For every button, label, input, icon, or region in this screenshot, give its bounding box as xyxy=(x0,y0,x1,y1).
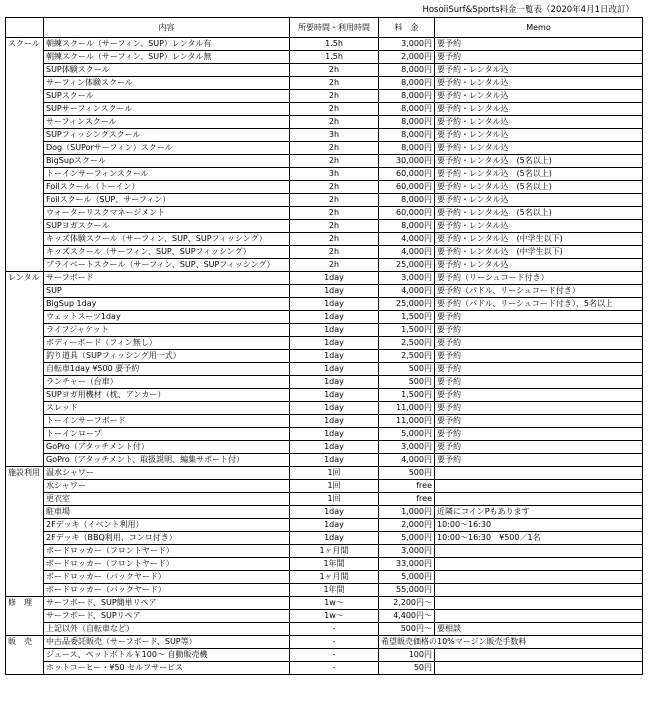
item-memo xyxy=(435,558,643,571)
table-row xyxy=(6,376,643,389)
item-name: 2Fデッキ（イベント利用） xyxy=(44,519,290,532)
item-name: サーフボード xyxy=(44,272,290,285)
item-name: キッズスクール（サーフィン、SUP、SUPフィッシング） xyxy=(44,246,290,259)
item-price: 3,000円 xyxy=(379,441,435,454)
item-price: 5,000円 xyxy=(379,428,435,441)
item-duration: 1day xyxy=(290,389,379,402)
item-price: 3,000円 xyxy=(379,272,435,285)
item-name: サーフィンスクール xyxy=(44,116,290,129)
item-price: 25,000円 xyxy=(379,298,435,311)
item-price: 8,000円 xyxy=(379,129,435,142)
item-name: ボードロッカー（フロントヤード） xyxy=(44,558,290,571)
item-name: SUPヨガスクール xyxy=(44,220,290,233)
item-memo: 要予約・レンタル込 (5名以上) xyxy=(435,168,643,181)
item-price: 4,000円 xyxy=(379,454,435,467)
table-row xyxy=(6,571,643,584)
item-memo: 要予約 xyxy=(435,454,643,467)
item-name: GoPro（アタッチメント付） xyxy=(44,441,290,454)
item-memo: 要予約 xyxy=(435,363,643,376)
item-name: ランチャー（台車） xyxy=(44,376,290,389)
item-memo: 要予約 xyxy=(435,350,643,363)
item-price: 33,000円 xyxy=(379,558,435,571)
item-duration: 1day xyxy=(290,311,379,324)
item-memo: 要予約・レンタル込 xyxy=(435,142,643,155)
item-price: 60,000円 xyxy=(379,168,435,181)
category-cell: レンタル xyxy=(6,272,44,467)
item-duration: - xyxy=(290,623,379,636)
table-row xyxy=(6,90,643,103)
item-name: サーフィン体験スクール xyxy=(44,77,290,90)
table-row xyxy=(6,363,643,376)
table-row xyxy=(6,519,643,532)
item-duration: 2h xyxy=(290,155,379,168)
item-name: SUPスクール xyxy=(44,90,290,103)
item-name: SUPフィッシングスクール xyxy=(44,129,290,142)
item-price: 3,000円 xyxy=(379,38,435,51)
item-memo: 要予約・レンタル込 xyxy=(435,90,643,103)
item-price: 8,000円 xyxy=(379,103,435,116)
table-row xyxy=(6,207,643,220)
table-body xyxy=(6,38,643,675)
item-duration: 2h xyxy=(290,194,379,207)
item-price: 55,000円 xyxy=(379,584,435,597)
item-name: スレッド xyxy=(44,402,290,415)
item-memo xyxy=(435,571,643,584)
item-price: 4,000円 xyxy=(379,233,435,246)
item-memo: 要予約・レンタル込 xyxy=(435,77,643,90)
item-duration: 1ヶ月間 xyxy=(290,571,379,584)
category-cell: スクール xyxy=(6,38,44,272)
item-duration: 2h xyxy=(290,103,379,116)
item-name: 2Fデッキ（BBQ利用、コンロ付き） xyxy=(44,532,290,545)
item-name: GoPro（アタッチメント、取扱説明、編集サポート付） xyxy=(44,454,290,467)
item-duration: 1day xyxy=(290,350,379,363)
item-memo xyxy=(435,493,643,506)
item-price: 2,500円 xyxy=(379,350,435,363)
item-memo: 要予約 xyxy=(435,415,643,428)
table-row xyxy=(6,129,643,142)
header-memo: Memo xyxy=(435,18,643,38)
item-duration: 1day xyxy=(290,415,379,428)
item-name: 中古品委託販売（サーフボード、SUP等） xyxy=(44,636,290,649)
item-memo: 要予約 xyxy=(435,51,643,64)
table-row xyxy=(6,623,643,636)
item-name: ライフジャケット xyxy=(44,324,290,337)
item-memo: 要予約・レンタル込 (中学生以下) xyxy=(435,246,643,259)
item-price: 8,000円 xyxy=(379,194,435,207)
item-name: ジュース、ペットボトル￥100～ 自動販売機 xyxy=(44,649,290,662)
item-duration: 1day xyxy=(290,519,379,532)
item-price: 8,000円 xyxy=(379,142,435,155)
item-memo: 要予約（パドル、リーシュコード付き） xyxy=(435,285,643,298)
item-name: SUP体験スクール xyxy=(44,64,290,77)
item-duration: 1回 xyxy=(290,480,379,493)
table-row xyxy=(6,51,643,64)
item-memo xyxy=(435,545,643,558)
item-name: ホットコーヒー・¥50 セルフサービス xyxy=(44,662,290,675)
header-price: 料 金 xyxy=(379,18,435,38)
item-duration: 1day xyxy=(290,506,379,519)
item-memo: 要予約 xyxy=(435,428,643,441)
item-memo: 要予約・レンタル込 xyxy=(435,103,643,116)
table-row xyxy=(6,389,643,402)
item-note: 希望販売価格の10%マージン販売手数料 xyxy=(379,636,643,649)
table-row xyxy=(6,402,643,415)
item-memo xyxy=(435,597,643,610)
item-price: 4,000円 xyxy=(379,246,435,259)
item-name: SUPヨガ用機材（枕、アンカー） xyxy=(44,389,290,402)
table-row xyxy=(6,636,643,649)
item-memo: 要予約・レンタル込 (5名以上) xyxy=(435,207,643,220)
item-duration: 3h xyxy=(290,129,379,142)
table-row xyxy=(6,116,643,129)
item-duration: 1w～ xyxy=(290,610,379,623)
item-price: 4,400円～ xyxy=(379,610,435,623)
item-price: 60,000円 xyxy=(379,207,435,220)
table-row xyxy=(6,649,643,662)
table-row xyxy=(6,311,643,324)
table-row xyxy=(6,597,643,610)
item-price: 50円 xyxy=(379,662,435,675)
item-duration: 2h xyxy=(290,77,379,90)
table-row xyxy=(6,142,643,155)
item-duration: 2h xyxy=(290,181,379,194)
item-duration: 1day xyxy=(290,272,379,285)
category-cell: 修 理 xyxy=(6,597,44,636)
item-price: 8,000円 xyxy=(379,220,435,233)
item-price: 500円 xyxy=(379,376,435,389)
header-row xyxy=(6,18,643,38)
item-duration: 3h xyxy=(290,168,379,181)
item-name: 水シャワー xyxy=(44,480,290,493)
header-content: 内容 xyxy=(44,18,290,38)
table-row xyxy=(6,194,643,207)
table-row xyxy=(6,480,643,493)
table-row xyxy=(6,610,643,623)
table-row xyxy=(6,428,643,441)
table-row xyxy=(6,532,643,545)
item-memo: 要予約・レンタル込 xyxy=(435,259,643,272)
item-memo: 要予約 xyxy=(435,311,643,324)
table-row xyxy=(6,324,643,337)
item-name: 朝練スクール（サーフィン、SUP）レンタル無 xyxy=(44,51,290,64)
table-row xyxy=(6,454,643,467)
item-name: Foilスクール（トーイン） xyxy=(44,181,290,194)
item-name: 釣り道具（SUPフィッシング用一式） xyxy=(44,350,290,363)
item-memo: 要予約 xyxy=(435,324,643,337)
item-duration: - xyxy=(290,636,379,649)
item-price: 500円 xyxy=(379,363,435,376)
item-duration: 1day xyxy=(290,454,379,467)
item-name: SUP xyxy=(44,285,290,298)
item-price: 500円 xyxy=(379,467,435,480)
item-memo: 要予約（リーシュコード付き） xyxy=(435,272,643,285)
item-name: トーインロープ xyxy=(44,428,290,441)
item-name: SUPサーフィンスクール xyxy=(44,103,290,116)
item-memo: 10:00～16:30 xyxy=(435,519,643,532)
item-memo: 要予約・レンタル込 xyxy=(435,194,643,207)
item-memo: 要予約 xyxy=(435,337,643,350)
item-memo: 要予約・レンタル込 (中学生以下) xyxy=(435,233,643,246)
item-duration: 2h xyxy=(290,207,379,220)
table-row xyxy=(6,662,643,675)
table-row xyxy=(6,285,643,298)
item-duration: 2h xyxy=(290,220,379,233)
header-duration: 所要時間・利用時間 xyxy=(290,18,379,38)
item-duration: 1年間 xyxy=(290,558,379,571)
item-price: 25,000円 xyxy=(379,259,435,272)
item-name: 朝練スクール（サーフィン、SUP）レンタル有 xyxy=(44,38,290,51)
item-name: ボードロッカー（バックヤード） xyxy=(44,584,290,597)
item-name: Dog（SUPorサーフィン）スクール xyxy=(44,142,290,155)
item-price: 5,000円 xyxy=(379,532,435,545)
item-duration: 1回 xyxy=(290,467,379,480)
table-row xyxy=(6,350,643,363)
item-memo: 要予約 xyxy=(435,38,643,51)
table-row xyxy=(6,168,643,181)
item-duration: 1回 xyxy=(290,493,379,506)
table-row xyxy=(6,545,643,558)
item-duration: 1day xyxy=(290,298,379,311)
item-duration: 1day xyxy=(290,285,379,298)
item-price: 1,500円 xyxy=(379,389,435,402)
item-name: 更衣室 xyxy=(44,493,290,506)
table-row xyxy=(6,298,643,311)
item-price: 11,000円 xyxy=(379,402,435,415)
item-price: 100円 xyxy=(379,649,435,662)
item-name: ウォーターリスクマネージメント xyxy=(44,207,290,220)
item-memo xyxy=(435,610,643,623)
item-name: サーフボード、SUP簡単リペア xyxy=(44,597,290,610)
item-memo: 要予約 xyxy=(435,389,643,402)
item-price: 1,000円 xyxy=(379,506,435,519)
item-name: ウェットスーツ1day xyxy=(44,311,290,324)
table-row xyxy=(6,103,643,116)
item-price: 8,000円 xyxy=(379,64,435,77)
item-price: 1,500円 xyxy=(379,324,435,337)
table-row xyxy=(6,233,643,246)
item-memo: 要予約・レンタル込 (5名以上) xyxy=(435,155,643,168)
table-row xyxy=(6,441,643,454)
item-name: Foilスクール（SUP、サーフィン） xyxy=(44,194,290,207)
table-row xyxy=(6,64,643,77)
item-duration: 1day xyxy=(290,363,379,376)
item-memo: 要予約 xyxy=(435,441,643,454)
item-name: ボードロッカー（バックヤード） xyxy=(44,571,290,584)
table-row xyxy=(6,272,643,285)
item-name: ボディーボード（フィン無し） xyxy=(44,337,290,350)
item-duration: 2h xyxy=(290,259,379,272)
item-memo: 10:00～16:30 ¥500／1名 xyxy=(435,532,643,545)
item-price: 3,000円 xyxy=(379,545,435,558)
item-name: トーインサーフィンスクール xyxy=(44,168,290,181)
category-cell: 施設利用 xyxy=(6,467,44,597)
item-price: 2,000円 xyxy=(379,51,435,64)
table-row xyxy=(6,155,643,168)
item-memo: 要予約・レンタル込 (5名以上) xyxy=(435,181,643,194)
item-name: ボードロッカー（フロントヤード） xyxy=(44,545,290,558)
price-table xyxy=(5,17,643,675)
item-duration: - xyxy=(290,662,379,675)
item-duration: 1.5h xyxy=(290,38,379,51)
item-memo xyxy=(435,662,643,675)
item-memo: 要予約・レンタル込 xyxy=(435,116,643,129)
table-row xyxy=(6,558,643,571)
item-price: 5,000円 xyxy=(379,571,435,584)
item-name: サーフボード、SUPリペア xyxy=(44,610,290,623)
item-price: 500円～ xyxy=(379,623,435,636)
table-row xyxy=(6,259,643,272)
table-row xyxy=(6,246,643,259)
item-duration: 1day xyxy=(290,324,379,337)
item-name: 自転車1day ¥500 要予約 xyxy=(44,363,290,376)
item-duration: 1day xyxy=(290,532,379,545)
item-duration: 2h xyxy=(290,90,379,103)
item-memo: 要予約・レンタル込 xyxy=(435,129,643,142)
item-price: 2,200円～ xyxy=(379,597,435,610)
table-row xyxy=(6,181,643,194)
item-memo: 要予約 xyxy=(435,402,643,415)
item-name: キッズ体験スクール（サーフィン、SUP、SUPフィッシング） xyxy=(44,233,290,246)
table-row xyxy=(6,467,643,480)
table-row xyxy=(6,493,643,506)
item-price: 30,000円 xyxy=(379,155,435,168)
item-duration: - xyxy=(290,649,379,662)
item-price: free xyxy=(379,480,435,493)
item-price: 4,000円 xyxy=(379,285,435,298)
item-duration: 1day xyxy=(290,402,379,415)
header-category xyxy=(6,18,44,38)
item-memo: 要予約 xyxy=(435,376,643,389)
item-name: 上記以外（自転車など） xyxy=(44,623,290,636)
item-memo: 要予約（パドル、リーシュコード付き）、5名以上 xyxy=(435,298,643,311)
item-name: 駐車場 xyxy=(44,506,290,519)
item-duration: 1年間 xyxy=(290,584,379,597)
item-duration: 2h xyxy=(290,233,379,246)
item-memo: 要予約・レンタル込 xyxy=(435,220,643,233)
item-name: BigSup 1day xyxy=(44,298,290,311)
item-memo xyxy=(435,584,643,597)
document-title: HosoiiSurf&Sports料金一覧表（2020年4月1日改訂） xyxy=(422,5,634,15)
item-duration: 1day xyxy=(290,337,379,350)
item-memo xyxy=(435,467,643,480)
table-row xyxy=(6,38,643,51)
item-duration: 1w～ xyxy=(290,597,379,610)
item-price: 2,000円 xyxy=(379,519,435,532)
item-price: 8,000円 xyxy=(379,77,435,90)
category-cell: 販 売 xyxy=(6,636,44,675)
table-row xyxy=(6,415,643,428)
table-row xyxy=(6,506,643,519)
item-memo: 要相談 xyxy=(435,623,643,636)
item-memo: 要予約・レンタル込 xyxy=(435,64,643,77)
item-price: 8,000円 xyxy=(379,90,435,103)
item-duration: 2h xyxy=(290,64,379,77)
table-row xyxy=(6,77,643,90)
item-price: 11,000円 xyxy=(379,415,435,428)
table-row xyxy=(6,220,643,233)
item-duration: 2h xyxy=(290,116,379,129)
item-duration: 2h xyxy=(290,142,379,155)
item-duration: 1day xyxy=(290,441,379,454)
item-duration: 2h xyxy=(290,246,379,259)
item-price: free xyxy=(379,493,435,506)
item-price: 1,500円 xyxy=(379,311,435,324)
table-row xyxy=(6,337,643,350)
item-name: トーインサーフボード xyxy=(44,415,290,428)
item-duration: 1ヶ月間 xyxy=(290,545,379,558)
item-memo xyxy=(435,480,643,493)
item-name: 温水シャワー xyxy=(44,467,290,480)
item-price: 2,500円 xyxy=(379,337,435,350)
item-price: 8,000円 xyxy=(379,116,435,129)
item-memo: 近隣にコインPもあります xyxy=(435,506,643,519)
item-duration: 1.5h xyxy=(290,51,379,64)
item-name: プライベートスクール（サーフィン、SUP、SUPフィッシング） xyxy=(44,259,290,272)
item-name: BigSupスクール xyxy=(44,155,290,168)
item-memo xyxy=(435,649,643,662)
item-price: 60,000円 xyxy=(379,181,435,194)
item-duration: 1day xyxy=(290,428,379,441)
item-duration: 1day xyxy=(290,376,379,389)
table-row xyxy=(6,584,643,597)
